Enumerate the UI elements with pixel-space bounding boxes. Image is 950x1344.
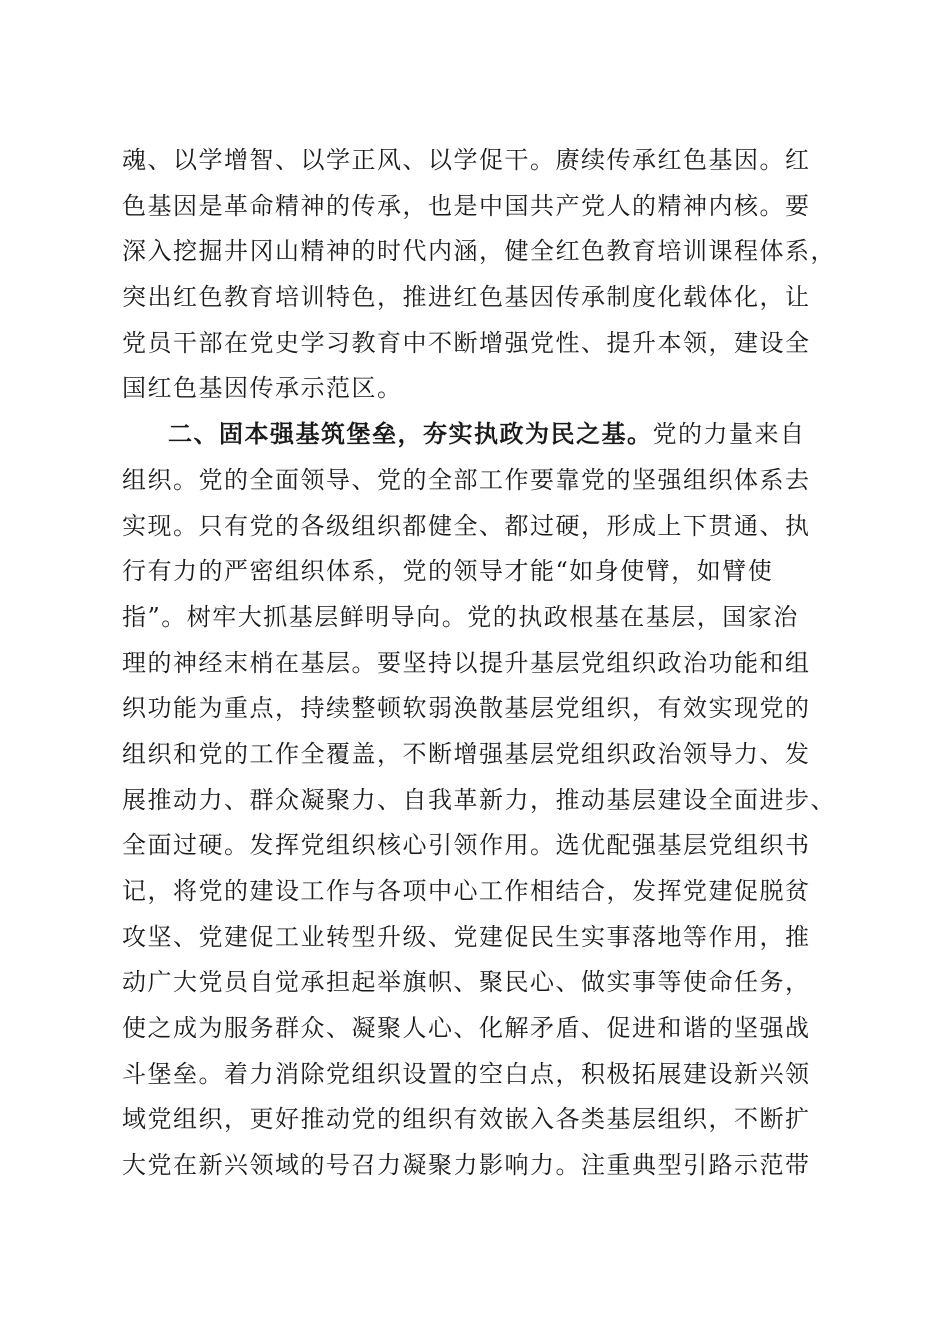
text-line: 组织和党的工作全覆盖，不断增强基层党组织政治领导力、发: [122, 739, 811, 768]
text-line: 实现。只有党的各级组织都健全、都过硬，形成上下贯通、执: [122, 511, 811, 540]
text-line: 记，将党的建设工作与各项中心工作相结合，发挥党建促脱贫: [122, 877, 811, 905]
body-text: [122, 141, 842, 1192]
text-line: 大党在新兴领域的号召力凝聚力影响力。注重典型引路示范带: [122, 1151, 811, 1180]
text-line: 动广大党员自觉承担起举旗帜、聚民心、做实事等使命任务，: [122, 968, 811, 997]
section-first-line-text: 党的力量来自: [652, 420, 806, 449]
text-line: 理的神经末梢在基层。要坚持以提升基层党组织政治功能和组: [122, 648, 811, 677]
text-line: 突出红色教育培训特色，推进红色基因传承制度化载体化，让: [122, 283, 811, 312]
text-line: 指”。树牢大抓基层鲜明导向。党的执政根基在基层，国家治: [122, 602, 799, 631]
text-line: 国红色基因传承示范区。: [122, 374, 403, 403]
text-line: 全面过硬。发挥党组织核心引领作用。选优配强基层党组织书: [122, 831, 811, 860]
text-line: 织功能为重点，持续整顿软弱涣散基层党组织，有效实现党的: [122, 694, 811, 723]
text-line: 域党组织，更好推动党的组织有效嵌入各类基层组织，不断扩: [122, 1105, 811, 1134]
text-line: 深入挖掘井冈山精神的时代内涵，健全红色教育培训课程体系，: [122, 237, 836, 266]
section-first-line: [122, 415, 842, 461]
text-line: 展推动力、群众凝聚力、自我革新力，推动基层建设全面进步、: [122, 785, 836, 814]
text-line: 行有力的严密组织体系，党的领导才能“如身使臂，如臂使: [122, 557, 774, 586]
text-line: 党员干部在党史学习教育中不断增强党性、提升本领，建设全: [122, 328, 811, 357]
text-line: 组织。党的全面领导、党的全部工作要靠党的坚强组织体系去: [122, 465, 811, 494]
text-line: 斗堡垒。着力消除党组织设置的空白点，积极拓展建设新兴领: [122, 1059, 811, 1088]
section-heading: 二、固本强基筑堡垒，夯实执政为民之基。: [168, 420, 653, 449]
text-line: 攻坚、党建促工业转型升级、党建促民生实事落地等作用，推: [122, 922, 811, 951]
text-line: 色基因是革命精神的传承，也是中国共产党人的精神内核。要: [122, 191, 811, 220]
text-line: 使之成为服务群众、凝聚人心、化解矛盾、促进和谐的坚强战: [122, 1014, 811, 1043]
text-line: 魂、以学增智、以学正风、以学促干。赓续传承红色基因。红: [122, 146, 811, 174]
